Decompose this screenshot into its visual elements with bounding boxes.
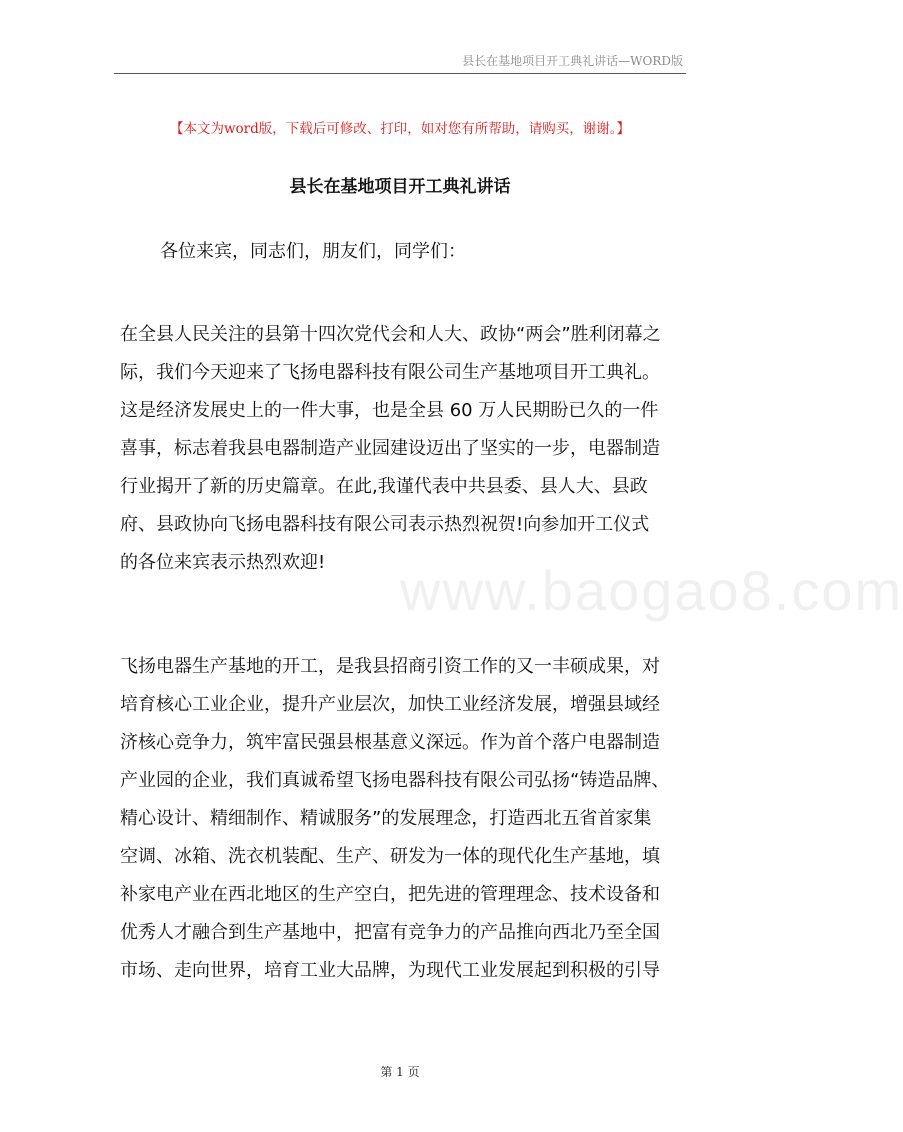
text-line: 补家电产业在西北地区的生产空白，把先进的管理理念、技术设备和	[120, 884, 660, 905]
text-line: 际，我们今天迎来了飞扬电器科技有限公司生产基地项目开工典礼。	[120, 362, 660, 383]
text-line: 济核心竞争力，筑牢富民强县根基意义深远。作为首个落户电器制造	[120, 732, 660, 753]
watermark: www.baogao8.com	[400, 559, 903, 622]
text-line: 的各位来宾表示热烈欢迎!	[120, 552, 326, 573]
text-line: 产业园的企业，我们真诚希望飞扬电器科技有限公司弘扬“铸造品牌、	[120, 770, 670, 791]
running-header: 县长在基地项目开工典礼讲话—WORD版	[462, 54, 683, 68]
page-number: 第 1 页	[380, 1065, 420, 1079]
text-line: 在全县人民关注的县第十四次党代会和人大、政协“两会”胜利闭幕之	[120, 324, 661, 345]
text-line: 培育核心工业企业，提升产业层次，加快工业经济发展，增强县域经	[120, 694, 660, 715]
text-line: 市场、走向世界，培育工业大品牌，为现代工业发展起到积极的引导	[120, 960, 660, 981]
document-title: 县长在基地项目开工典礼讲话	[289, 177, 511, 197]
text-line: 喜事，标志着我县电器制造产业园建设迈出了坚实的一步，电器制造	[120, 438, 660, 459]
paragraph-1	[120, 316, 692, 582]
text-line: 精心设计、精细制作、精诚服务”的发展理念，打造西北五省首家集	[120, 808, 652, 829]
text-line: 优秀人才融合到生产基地中，把富有竞争力的产品推向西北乃至全国	[120, 922, 660, 943]
salutation: 各位来宾，同志们，朋友们，同学们：	[160, 241, 466, 262]
text-line: 这是经济发展史上的一件大事，也是全县 60 万人民期盼已久的一件	[120, 400, 659, 421]
purchase-notice: 【本文为word版，下载后可修改、打印，如对您有所帮助，请购买，谢谢。】	[169, 121, 631, 137]
text-line: 行业揭开了新的历史篇章。在此,我谨代表中共县委、县人大、县政	[120, 476, 648, 497]
text-line: 飞扬电器生产基地的开工，是我县招商引资工作的又一丰硕成果，对	[120, 656, 660, 677]
text-line: 空调、冰箱、洗衣机装配、生产、研发为一体的现代化生产基地，填	[120, 846, 660, 867]
header-divider	[114, 73, 686, 74]
text-line: 府、县政协向飞扬电器科技有限公司表示热烈祝贺!向参加开工仪式	[120, 514, 650, 535]
paragraph-2	[120, 648, 692, 990]
